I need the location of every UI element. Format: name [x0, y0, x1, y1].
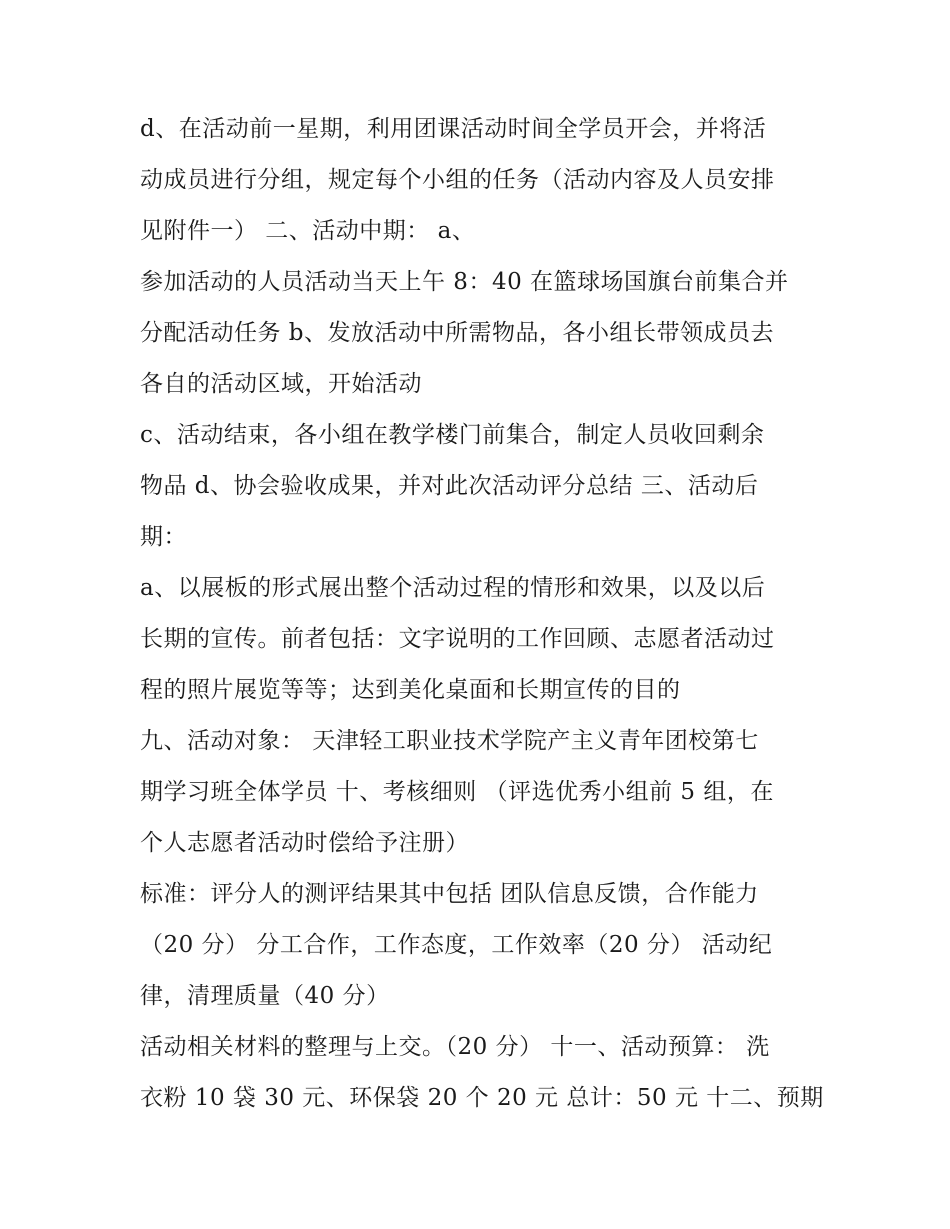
- text-line: d、在活动前一星期，利用团课活动时间全学员开会，并将活: [140, 116, 767, 142]
- text-line: 物品 d、协会验收成果，并对此次活动评分总结 三、活动后: [140, 473, 759, 499]
- text-line: 期学习班全体学员 十、考核细则 （评选优秀小组前 5 组，在: [140, 779, 774, 805]
- text-line: 期：: [140, 524, 187, 550]
- text-line: 各自的活动区域，开始活动: [140, 371, 422, 397]
- text-line: 程的照片展览等等；达到美化桌面和长期宣传的目的: [140, 677, 681, 703]
- text-line: 动成员进行分组，规定每个小组的任务（活动内容及人员安排: [140, 167, 775, 193]
- text-line: 分配活动任务 b、发放活动中所需物品，各小组长带领成员去: [140, 320, 775, 346]
- text-line: a、以展板的形式展出整个活动过程的情形和效果，以及以后: [140, 575, 766, 601]
- text-line: 活动相关材料的整理与上交。（20 分） 十一、活动预算： 洗: [140, 1034, 770, 1060]
- text-line: 参加活动的人员活动当天上午 8：40 在篮球场国旗台前集合并: [140, 269, 789, 295]
- text-line: （20 分） 分工合作，工作态度，工作效率（20 分） 活动纪: [140, 932, 773, 958]
- text-line: 律，清理质量（40 分）: [140, 983, 390, 1009]
- text-line: c、活动结束，各小组在教学楼门前集合，制定人员收回剩余: [140, 422, 765, 448]
- text-line: 见附件一） 二、活动中期： a、: [140, 218, 476, 244]
- text-line: 标准：评分人的测评结果其中包括 团队信息反馈，合作能力: [140, 881, 759, 907]
- text-line: 衣粉 10 袋 30 元、环保袋 20 个 20 元 总计：50 元 十二、预期: [140, 1085, 824, 1111]
- text-line: 九、活动对象： 天津轻工职业技术学院产主义青年团校第七: [140, 728, 759, 754]
- text-line: 个人志愿者活动时偿给予注册）: [140, 830, 469, 856]
- document-body: [140, 104, 824, 1124]
- text-line: 长期的宣传。前者包括：文字说明的工作回顾、志愿者活动过: [140, 626, 775, 652]
